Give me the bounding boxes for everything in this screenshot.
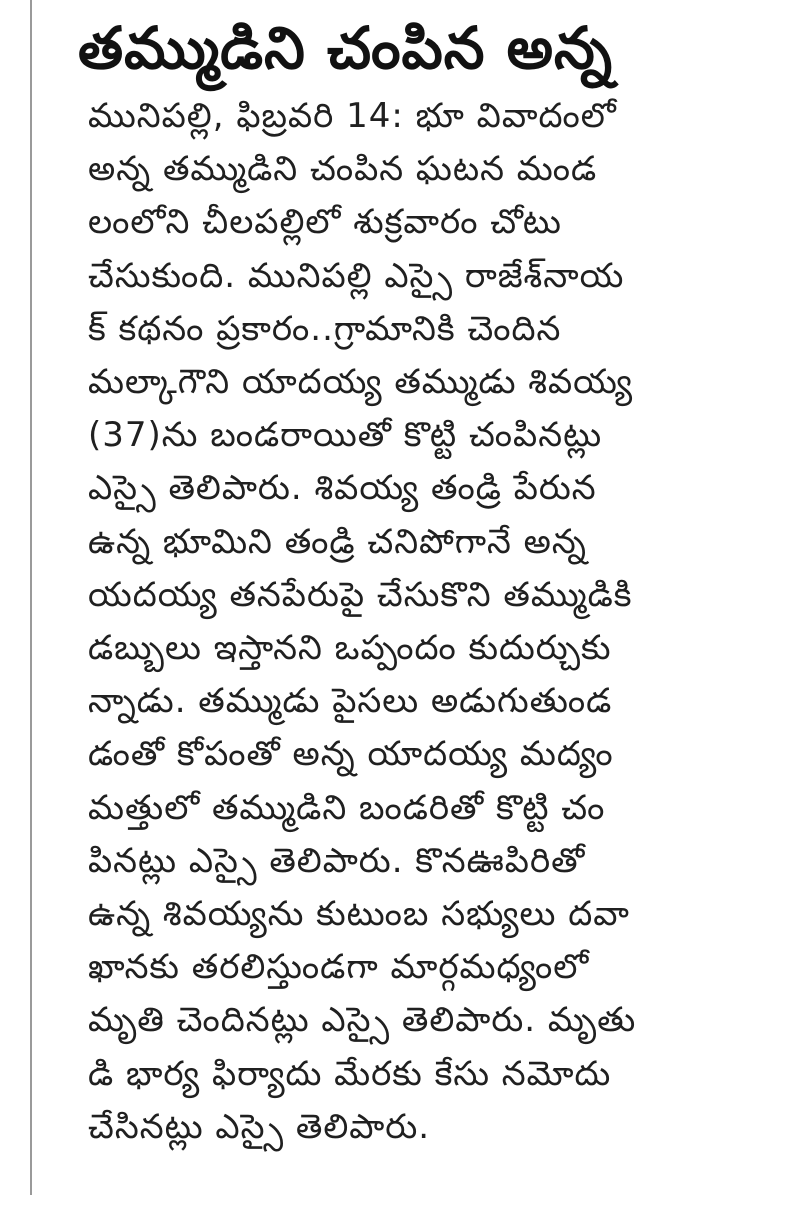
headline: తమ్ముడిని చంపిన అన్న	[78, 14, 613, 82]
news-clipping	[78, 6, 678, 1154]
article-line: లంలోని చీలపల్లిలో శుక్రవారం చోటు	[88, 202, 562, 243]
article-line: డంతో కోపంతో అన్న యాదయ్య మద్యం	[88, 734, 614, 775]
article-line: న్నాడు. తమ్ముడు పైసలు అడుగుతుండ	[88, 681, 613, 722]
article-line: ఉన్న భూమిని తండ్రి చనిపోగానే అన్న	[88, 521, 587, 562]
article-line: పినట్లు ఎస్సై తెలిపారు. కొనఊపిరితో	[88, 840, 586, 881]
article-line: మల్కాగౌని యాదయ్య తమ్ముడు శివయ్య	[88, 362, 634, 403]
article-line: డబ్బులు ఇస్తానని ఒప్పందం కుదుర్చుకు	[88, 628, 612, 669]
column-rule	[30, 0, 32, 1195]
article-body	[78, 90, 678, 1154]
article-line: మునిపల్లి, ఫిబ్రవరి 14: భూ వివాదంలో	[88, 96, 617, 136]
article-line: చేసినట్లు ఎస్సై తెలిపారు.	[88, 1106, 431, 1147]
article-line: యదయ్య తనపేరుపై చేసుకొని తమ్ముడికి	[88, 574, 633, 615]
article-line: క్ కథనం ప్రకారం..గ్రామానికి చెందిన	[88, 308, 562, 349]
article-line: అన్న తమ్ముడిని చంపిన ఘటన మండ	[88, 149, 598, 190]
article-line: ఎస్సై తెలిపారు. శివయ్య తండ్రి పేరున	[88, 468, 597, 509]
article-line: (37)ను బండరాయితో కొట్టి చంపినట్లు	[88, 415, 603, 456]
article-line: ఖానకు తరలిస్తుండగా మార్గమధ్యంలో	[88, 947, 590, 988]
article-line: డి భార్య ఫిర్యాదు మేరకు కేసు నమోదు	[88, 1053, 612, 1094]
article-line: మృతి చెందినట్లు ఎస్సై తెలిపారు. మృతు	[88, 1000, 637, 1041]
article-line: మత్తులో తమ్ముడిని బండరితో కొట్టి చం	[88, 787, 606, 828]
article-line: చేసుకుంది. మునిపల్లి ఎస్సై రాజేశ్‌నాయ	[88, 255, 625, 296]
article-line: ఉన్న శివయ్యను కుటుంబ సభ్యులు దవా	[88, 894, 630, 935]
